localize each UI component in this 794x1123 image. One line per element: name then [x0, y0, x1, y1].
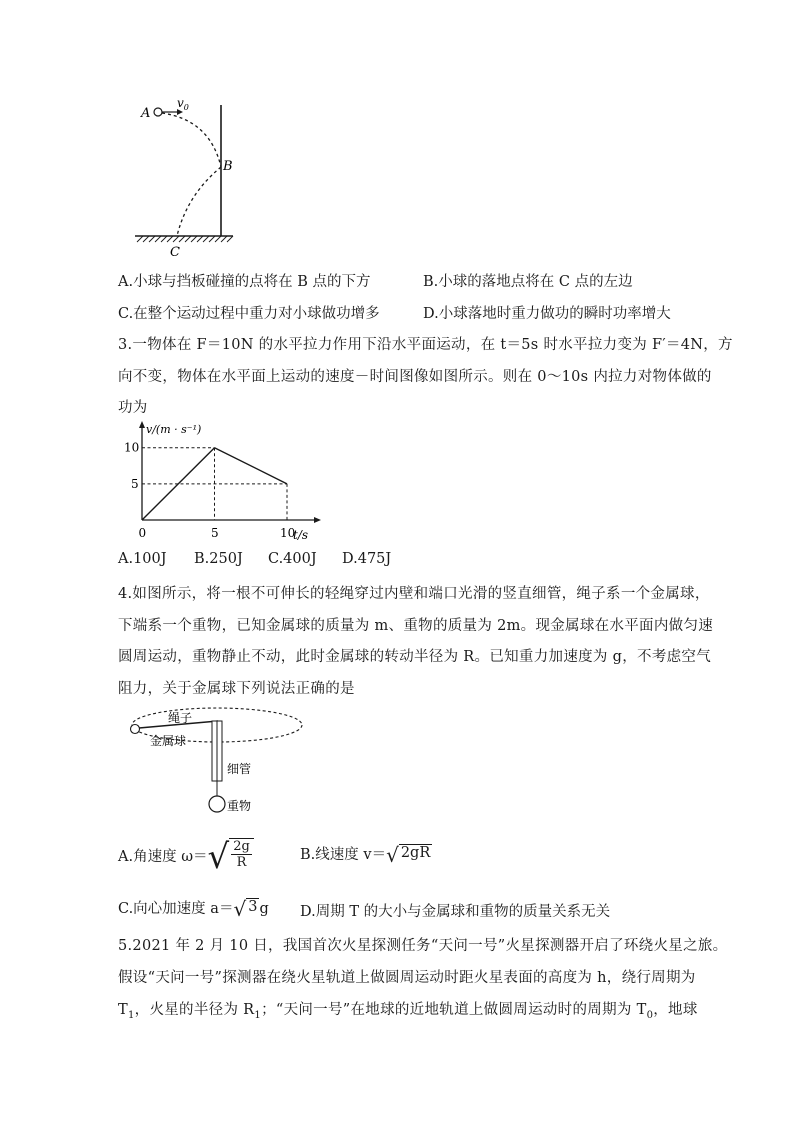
ball-a	[154, 108, 162, 116]
q3-option-a: A.100J	[118, 551, 167, 567]
q4-text-line-4: 阻力，关于金属球下列说法正确的是	[118, 681, 355, 697]
q4-text-line-1: 4.如图所示，将一根不可伸长的轻绳穿过内壁和端口光滑的竖直细管，绳子系一个金属球，	[118, 586, 710, 602]
x-tick-10: 10	[280, 526, 296, 540]
velocity-segment-1	[215, 448, 288, 484]
ground-hatching	[137, 236, 233, 242]
projectile-figure	[125, 95, 245, 260]
q4-text-line-2: 下端系一个重物，已知金属球的质量为 m、重物的质量为 2m。现金属球在水平面内做匀速	[118, 618, 714, 634]
q5-text-line-2: 假设“天问一号”探测器在绕火星轨道上做圆周运动时距火星表面的高度为 h，绕行周期为	[118, 970, 696, 986]
y-tick-10: 10	[124, 440, 140, 455]
q3-option-c: C.400J	[268, 551, 317, 567]
q4-option-b: B.线速度 v＝ √ 2gR	[300, 843, 431, 867]
q3-text-line-1: 3.一物体在 F＝10N 的水平拉力作用下沿水平面运动，在 t＝5s 时水平拉力变为 F′＝4N，方	[118, 337, 733, 353]
q2-option-b: B.小球的落地点将在 C 点的左边	[423, 274, 633, 290]
label-b: B	[223, 159, 233, 174]
y-tick-5: 5	[131, 476, 139, 491]
rope-label: 绳子	[168, 711, 193, 725]
q2-option-c: C.在整个运动过程中重力对小球做功增多	[118, 306, 380, 322]
label-v: $v_0$	[177, 96, 189, 112]
label-c: C	[170, 245, 180, 260]
q2-option-d: D.小球落地时重力做功的瞬时功率增大	[423, 306, 671, 322]
label-a: A	[141, 106, 151, 121]
q2-option-a: A.小球与挡板碰撞的点将在 B 点的下方	[118, 274, 371, 290]
q4-text-line-3: 圆周运动，重物静止不动，此时金属球的转动半径为 R。已知重力加速度为 g，不考虑空气	[118, 649, 712, 665]
q3-option-d: D.475J	[342, 551, 392, 567]
q4-option-d: D.周期 T 的大小与金属球和重物的质量关系无关	[300, 904, 611, 920]
q4-option-c: C.向心加速度 a＝ √ 3 g	[118, 897, 269, 921]
q5-text-line-3: $T_1$，火星的半径为 $R_1$；“天问一号”在地球的近地轨道上做圆周运动时的周期为 $T_0$，地球	[118, 1002, 698, 1021]
q4-option-a: A.角速度 ω＝ √ $\frac{2g}{R}$	[118, 838, 254, 876]
ball-label: 金属球	[150, 734, 187, 748]
metal-ball	[131, 725, 140, 734]
tube-label: 细管	[227, 762, 252, 776]
trajectory-to-b	[162, 113, 221, 167]
weight	[209, 796, 225, 812]
x-axis-label: t/s	[293, 528, 309, 542]
x-tick-5: 5	[211, 526, 219, 540]
velocity-time-chart	[124, 418, 328, 548]
trajectory-to-c	[177, 167, 221, 236]
q3-text-line-3: 功为	[118, 400, 148, 416]
q5-text-line-1: 5.2021 年 2 月 10 日，我国首次火星探测任务“天问一号”火星探测器开启了环绕火星之旅。	[118, 938, 728, 954]
q3-text-line-2: 向不变，物体在水平面上运动的速度－时间图像如图所示。则在 0～10s 内拉力对物体做的	[118, 369, 712, 385]
weight-label: 重物	[227, 799, 252, 813]
x-tick-0: 0	[138, 526, 147, 540]
y-axis-label: v/(m · s⁻¹)	[146, 423, 202, 436]
conical-pendulum-figure	[122, 706, 312, 818]
q3-option-b: B.250J	[194, 551, 243, 567]
